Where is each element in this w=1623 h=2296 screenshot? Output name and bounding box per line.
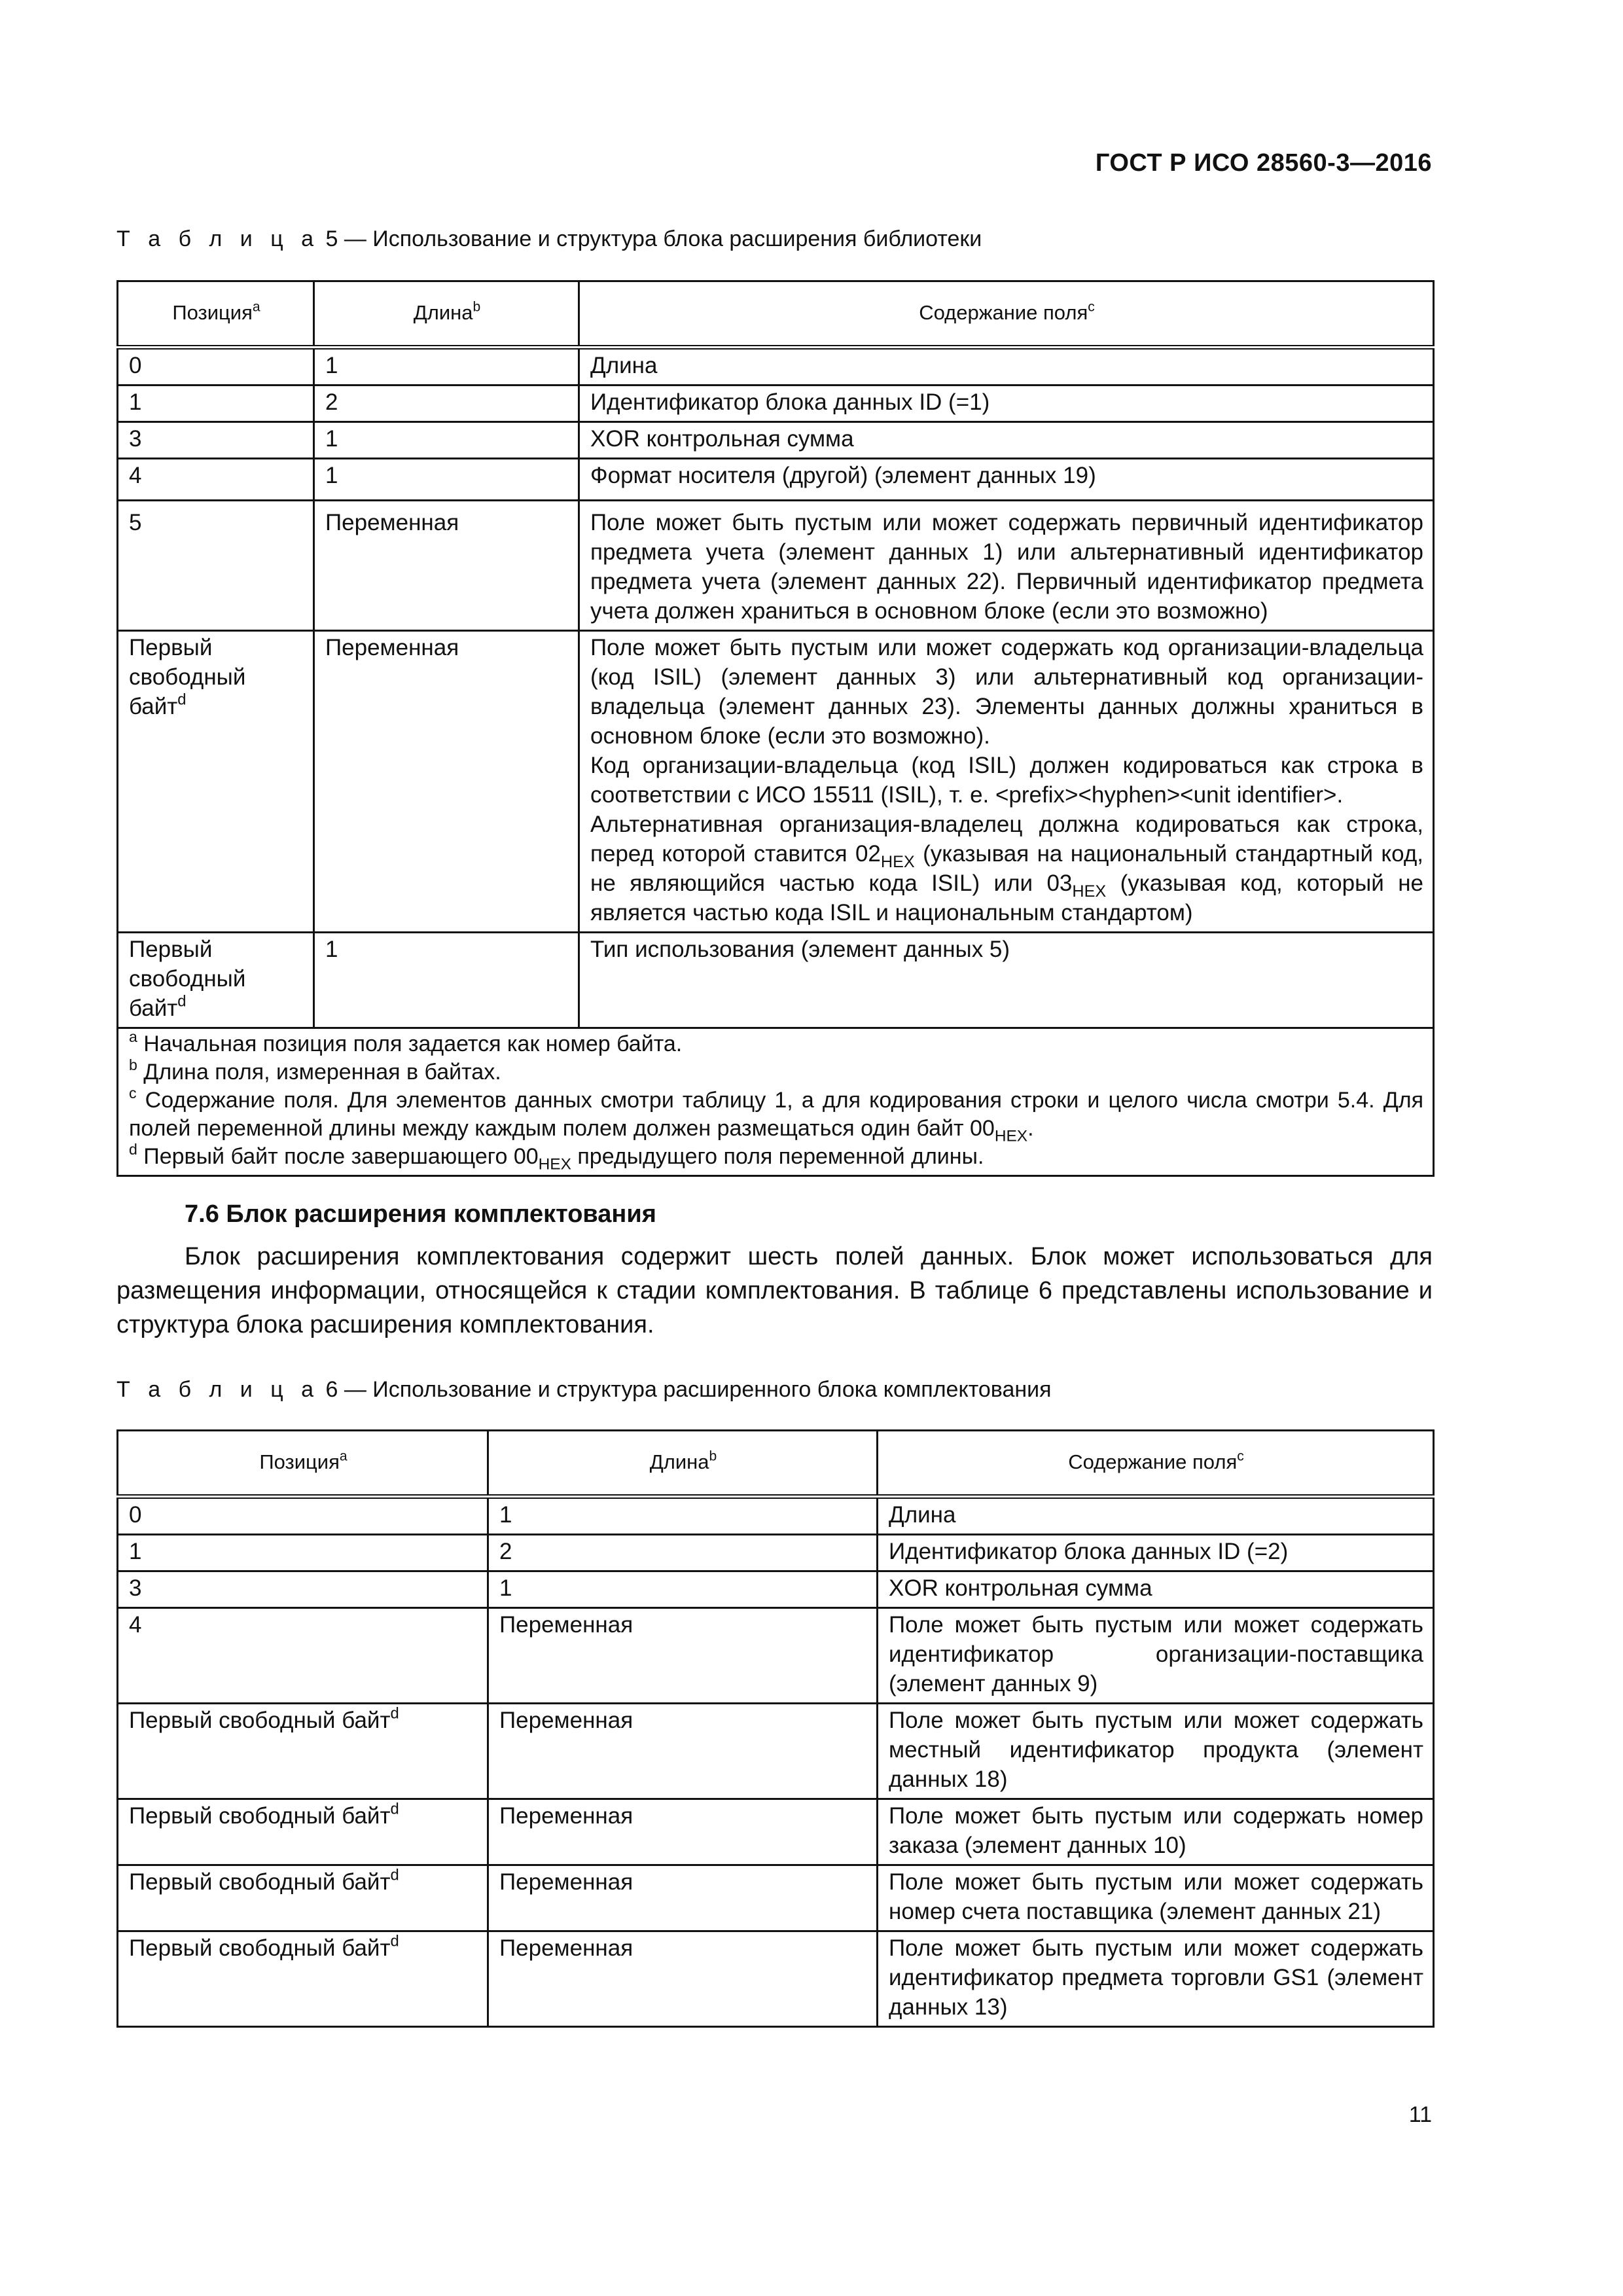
table-row [118,1865,1434,1931]
table5-notes [118,1028,1434,1176]
cell-position: 1 [118,1535,488,1571]
table-row [118,501,1434,631]
cell-position: 0 [118,348,314,386]
table6-caption-lead: Т а б л и ц а [116,1377,320,1402]
cell-content: Поле может быть пустым или может содержать идентификатор предмета торговли GS1 (элемент данных 13) [878,1931,1434,2027]
cell-length: 2 [488,1535,878,1571]
cell-content-paragraph: Код организации-владельца (код ISIL) должен кодироваться как строка в соответствии с ИСО 15511 (ISIL), т. е. <prefix><hyphen><unit identifier>. [590,753,1423,808]
table5-header-position: Позиция$^a$ [118,281,314,348]
cell-content: Поле может быть пустым или может содержать первичный идентификатор предмета учета (элемент данных 1) или альтернативный идентификатор предмета учета (элемент данных 22). Первичный идентификатор предмета учета должен храниться в основном блоке (если это возможно) [579,501,1434,631]
table-row [118,348,1434,386]
cell-position: Первый свободный байт$^d$ [118,631,314,933]
table-row [118,422,1434,459]
table-row [118,459,1434,501]
table5-caption [116,226,982,252]
table-row [118,1931,1434,2027]
cell-content: Поле может быть пустым или содержать номер заказа (элемент данных 10) [878,1799,1434,1865]
cell-length: 2 [314,386,579,422]
table-row [118,1497,1434,1535]
table-row [118,1608,1434,1704]
table5-header-length: Длина$^b$ [314,281,579,348]
footnote-c: $^c$ Содержание поля. Для элементов данных смотри таблицу 1, а для кодирования строки и целого числа смотри 5.4. Для полей переменной длины между каждым полем должен размещаться один байт $00_{HEX}$. [129,1085,1423,1145]
cell-position: 0 [118,1497,488,1535]
cell-content: Формат носителя (другой) (элемент данных 19) [579,459,1434,501]
table6-header-content: Содержание поля$^c$ [878,1431,1434,1497]
cell-content: Идентификатор блока данных ID (=2) [878,1535,1434,1571]
cell-position: 3 [118,1571,488,1608]
cell-length: Переменная [488,1704,878,1799]
cell-content: Длина [878,1497,1434,1535]
cell-length: 1 [314,422,579,459]
table5-header-row [118,281,1434,348]
cell-length: 1 [314,933,579,1028]
cell-content: Тип использования (элемент данных 5) [579,933,1434,1028]
cell-position: Первый свободный байт$^d$ [118,1865,488,1931]
table6-header-row [118,1431,1434,1497]
table6-header-position: Позиция$^a$ [118,1431,488,1497]
table5-caption-text: 5 — Использование и структура блока расширения библиотеки [319,226,982,251]
cell-position: 4 [118,459,314,501]
cell-content: Поле может быть пустым или может содержать номер счета поставщика (элемент данных 21) [878,1865,1434,1931]
cell-position: 5 [118,501,314,631]
footnote-a: $^a$ Начальная позиция поля задается как номер байта. [129,1028,683,1056]
page-number: 11 [1408,2102,1432,2127]
table5-header-content: Содержание поля$^c$ [579,281,1434,348]
table-row [118,386,1434,422]
footnote-b: $^b$ Длина поля, измеренная в байтах. [129,1056,501,1085]
table-row [118,1704,1434,1799]
cell-length: 1 [314,348,579,386]
table6-caption-text: 6 — Использование и структура расширенного блока комплектования [319,1377,1052,1402]
footnote-d: $^d$ Первый байт после завершающего $00_{HEX}$ предыдущего поля переменной длины. [129,1141,984,1174]
cell-content: XOR контрольная сумма [579,422,1434,459]
cell-length: Переменная [488,1865,878,1931]
table6-caption [116,1377,1052,1403]
cell-position: Первый свободный байт$^d$ [118,1931,488,2027]
document-code: ГОСТ Р ИСО 28560-3—2016 [1095,149,1432,177]
cell-length: Переменная [314,631,579,933]
cell-position: 3 [118,422,314,459]
table-row [118,1535,1434,1571]
cell-position: Первый свободный байт$^d$ [118,1799,488,1865]
table5-notes-row [118,1028,1434,1176]
cell-position: 1 [118,386,314,422]
cell-content [579,631,1434,933]
cell-content: Поле может быть пустым или может содержать идентификатор организации-поставщика (элемент данных 9) [878,1608,1434,1704]
table-row [118,1799,1434,1865]
cell-length: Переменная [488,1608,878,1704]
cell-content: XOR контрольная сумма [878,1571,1434,1608]
cell-content: Идентификатор блока данных ID (=1) [579,386,1434,422]
table6-header-length: Длина$^b$ [488,1431,878,1497]
cell-length: Переменная [314,501,579,631]
table5 [116,280,1435,1177]
cell-length: 1 [488,1571,878,1608]
cell-length: 1 [314,459,579,501]
cell-content-paragraph: Альтернативная организация-владелец должна кодироваться как строка, перед которой ставится $02_{HEX}$ (указывая на национальный стандартный код, не являющийся частью кода ISIL) или $03_{HEX}$ (указывая код, который не является частью кода ISIL и национальным стандартом) [590,812,1424,925]
table-row [118,933,1434,1028]
table-row [118,1571,1434,1608]
section-paragraph: Блок расширения комплектования содержит шесть полей данных. Блок может использоваться для размещения информации, относящейся к стадии комплектования. В таблице 6 представлены использование и структура блока расширения комплектования. [116,1243,1433,1338]
table-row [118,631,1434,933]
cell-position: Первый свободный байт$^d$ [118,1704,488,1799]
cell-position: 4 [118,1608,488,1704]
cell-content: Поле может быть пустым или может содержать местный идентификатор продукта (элемент данных 18) [878,1704,1434,1799]
cell-content-paragraph: Поле может быть пустым или может содержать код организации-владельца (код ISIL) (элемент данных 3) или альтернативный код организации-владельца (элемент данных 23). Элементы данных должны храниться в основном блоке (если это возможно). [590,635,1423,749]
table6 [116,1429,1435,2028]
cell-position: Первый свободный байт$^d$ [118,933,314,1028]
cell-content: Длина [579,348,1434,386]
cell-length: 1 [488,1497,878,1535]
cell-length: Переменная [488,1931,878,2027]
cell-length: Переменная [488,1799,878,1865]
table5-caption-lead: Т а б л и ц а [116,226,320,251]
section-heading: 7.6 Блок расширения комплектования [185,1200,656,1228]
